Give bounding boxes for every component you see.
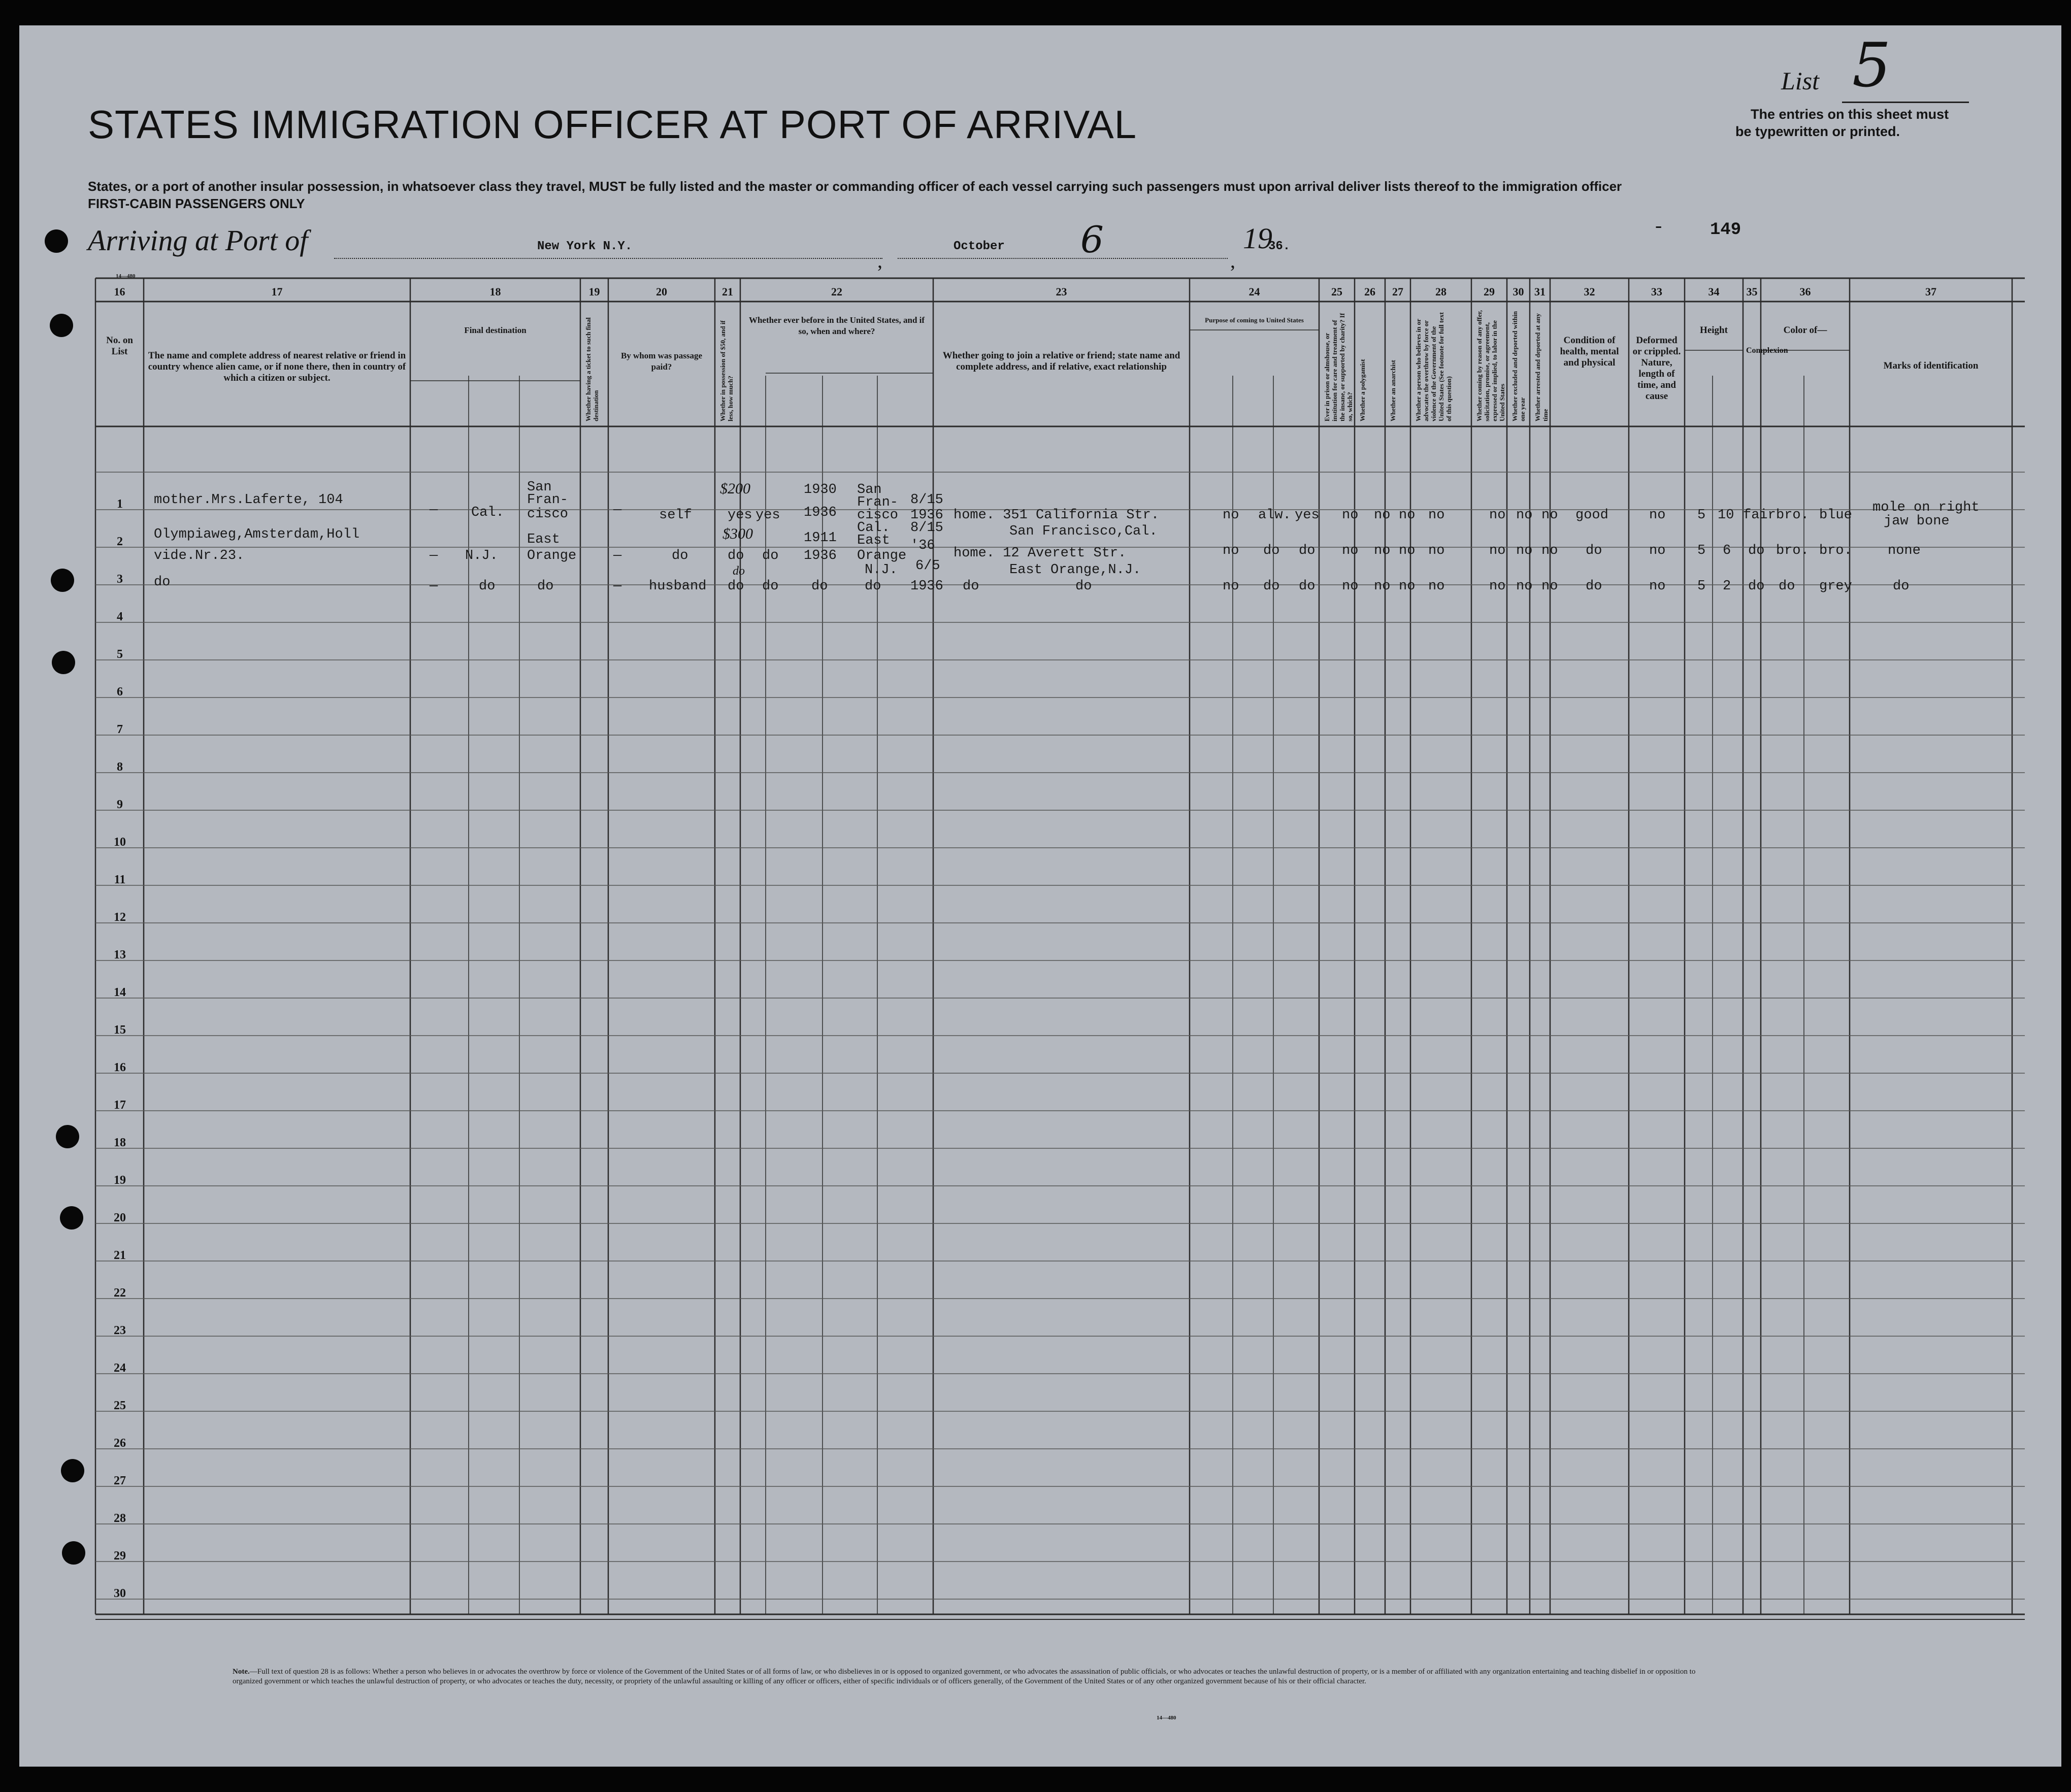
before-us-3: do bbox=[762, 579, 779, 594]
q31-2: no bbox=[1541, 543, 1558, 558]
deformed-3: no bbox=[1649, 579, 1666, 594]
row-number: 18 bbox=[114, 1136, 126, 1149]
q26-2: no bbox=[1374, 543, 1391, 558]
column-header: Marks of identification bbox=[1883, 360, 1979, 371]
row-number: 3 bbox=[117, 573, 123, 586]
marks-1b: jaw bone bbox=[1884, 514, 1950, 529]
column-header: Condition of health, mental and physical bbox=[1560, 335, 1619, 368]
hair-3: do bbox=[1779, 579, 1795, 594]
column-number: 20 bbox=[656, 285, 667, 298]
q27-1: no bbox=[1399, 508, 1416, 523]
binder-hole bbox=[61, 1459, 84, 1482]
row-number: 13 bbox=[114, 948, 126, 961]
column-number: 29 bbox=[1484, 285, 1495, 298]
port-value: New York N.Y. bbox=[537, 240, 633, 253]
city-1b: Fran- bbox=[527, 492, 569, 508]
column-number: 26 bbox=[1364, 285, 1375, 298]
row-number: 28 bbox=[114, 1512, 126, 1525]
marks-3: do bbox=[1893, 579, 1910, 594]
column-number: 24 bbox=[1248, 285, 1260, 298]
column-number: 18 bbox=[489, 285, 501, 298]
marks-1a: mole on right bbox=[1872, 500, 1980, 515]
column-number: 23 bbox=[1056, 285, 1067, 298]
footnote-text: —Full text of question 28 is as follows: Whether a person who believes in or advocates the overthrow by force or violence of the Government of the United States or of all forms of law, or who disbelieves in or is opposed to organized government, or who advocates the assassination of public officials, or who advocates or teaches the unlawful destruction of property, or is a member of or affiliated with any organization entertaining and teaching disbelief in or opposition to organized government or which teaches the unlawful destruction of property, or who advocates or teaches the duty, necessity, or propriety of the unlawful assaulting or killing of any officer or officers, either of specific individuals or of officers generally, of the Government of the United States or of any other organized government because of his or their official character. bbox=[233, 1668, 1696, 1685]
relative-address-line-3: vide.Nr.23. bbox=[154, 548, 245, 563]
ticket-3: — bbox=[613, 579, 622, 594]
departure-1b: 1936 bbox=[910, 508, 943, 523]
footnote-lead: Note. bbox=[233, 1668, 250, 1676]
binder-hole bbox=[62, 1541, 85, 1565]
row-number: 5 bbox=[117, 648, 123, 661]
year-suffix: 36. bbox=[1268, 240, 1291, 253]
complexion-1: fair bbox=[1743, 508, 1776, 523]
relative-address-line-2: Olympiaweg,Amsterdam,Holl bbox=[154, 527, 360, 542]
city-1c: cisco bbox=[527, 507, 569, 522]
row-number: 20 bbox=[114, 1211, 126, 1224]
column-header: Whether an anarchist bbox=[1389, 360, 1397, 421]
where-1c: cisco bbox=[857, 508, 899, 523]
page-number: 149 bbox=[1710, 220, 1741, 240]
ticket-1: — bbox=[613, 503, 622, 518]
money-2: $300 bbox=[722, 525, 753, 542]
row-number: 30 bbox=[114, 1587, 126, 1600]
inches-1: 10 bbox=[1718, 508, 1734, 523]
return-1: no bbox=[1223, 508, 1239, 523]
relative-address-row-3: do bbox=[154, 575, 171, 590]
q31-3: no bbox=[1541, 579, 1558, 594]
arriving-label: Arriving at Port of bbox=[88, 224, 308, 257]
city-3: do bbox=[537, 579, 554, 594]
eyes-3: grey bbox=[1819, 579, 1852, 594]
paid-by-2: do bbox=[672, 548, 688, 563]
page-title: STATES IMMIGRATION OFFICER AT PORT OF ARRIVAL bbox=[88, 102, 1137, 147]
column-number: 21 bbox=[722, 285, 733, 298]
list-number: 5 bbox=[1852, 30, 1891, 101]
column-header: Whether excluded and deported within one year bbox=[1511, 311, 1526, 421]
binder-hole bbox=[52, 651, 75, 674]
column-number: 22 bbox=[831, 285, 842, 298]
where-2b: Orange bbox=[857, 548, 907, 563]
years-2a: 1911 bbox=[804, 530, 837, 546]
column-header: Final destination bbox=[464, 325, 527, 335]
citizen-3: do bbox=[1299, 579, 1316, 594]
column-number: 17 bbox=[271, 285, 283, 298]
years-1a: 1930 bbox=[804, 482, 837, 497]
list-label: List bbox=[1781, 67, 1820, 95]
where-3: do bbox=[865, 579, 881, 594]
q28-1: no bbox=[1428, 508, 1445, 523]
row-number: 8 bbox=[117, 760, 123, 774]
binder-hole bbox=[56, 1125, 79, 1148]
q30-2: no bbox=[1516, 543, 1533, 558]
column-header: Ever in prison or almshouse, or institution for care and treatment of the insane, or supported by charity? If so, which? bbox=[1323, 313, 1354, 421]
column-header: Complexion bbox=[1746, 346, 1788, 355]
return-3: no bbox=[1223, 579, 1239, 594]
health-1: good bbox=[1575, 508, 1608, 523]
column-number: 33 bbox=[1651, 285, 1662, 298]
q30-1: no bbox=[1516, 508, 1533, 523]
city-2b: Orange bbox=[527, 548, 577, 563]
date-comma: , bbox=[1230, 249, 1235, 272]
join-2a: home. 12 Averett Str. bbox=[954, 546, 1127, 561]
row-number: 15 bbox=[114, 1023, 126, 1037]
health-3: do bbox=[1586, 579, 1602, 594]
binder-hole bbox=[60, 1206, 83, 1230]
tick-mark: - bbox=[1655, 214, 1662, 237]
citizen-1: yes bbox=[1295, 508, 1320, 523]
row-number: 12 bbox=[114, 911, 126, 924]
deformed-2: no bbox=[1649, 543, 1666, 558]
column-number: 34 bbox=[1708, 285, 1720, 298]
ticket-2: — bbox=[613, 548, 622, 563]
column-header: Height bbox=[1700, 325, 1728, 336]
hair-1: bro. bbox=[1776, 508, 1809, 523]
before-us-2: do bbox=[762, 548, 779, 563]
join-3a: do bbox=[963, 579, 979, 594]
port-comma: , bbox=[877, 249, 882, 272]
row-number: 1 bbox=[117, 497, 123, 511]
column-header: Color of— bbox=[1783, 325, 1827, 336]
q29-3: no bbox=[1489, 579, 1506, 594]
q31-1: no bbox=[1541, 508, 1558, 523]
row-number: 26 bbox=[114, 1437, 126, 1450]
q29-2: no bbox=[1489, 543, 1506, 558]
departure-3b: 1936 bbox=[910, 579, 943, 594]
column-number: 35 bbox=[1746, 285, 1758, 298]
complexion-3: do bbox=[1748, 579, 1765, 594]
column-number: 28 bbox=[1435, 285, 1447, 298]
foreign-country-3: — bbox=[430, 579, 438, 594]
hair-2: bro. bbox=[1776, 543, 1809, 558]
q25-3: no bbox=[1342, 579, 1359, 594]
feet-2: 5 bbox=[1697, 543, 1706, 558]
typewritten-note-2: be typewritten or printed. bbox=[1735, 124, 1900, 139]
join-2b: East Orange,N.J. bbox=[1009, 562, 1141, 578]
q26-3: no bbox=[1374, 579, 1391, 594]
typewritten-note-1: The entries on this sheet must bbox=[1751, 107, 1949, 122]
before-us-1: yes bbox=[755, 508, 780, 523]
citizen-2: do bbox=[1299, 543, 1316, 558]
q28-2: no bbox=[1428, 543, 1445, 558]
column-header: Whether arrested and deported at any time bbox=[1534, 313, 1549, 421]
column-header: By whom was passage paid? bbox=[620, 351, 703, 372]
q27-2: no bbox=[1399, 543, 1416, 558]
q27-3: no bbox=[1399, 579, 1416, 594]
column-number: 36 bbox=[1799, 285, 1811, 298]
where-1a: San bbox=[857, 482, 882, 497]
inches-2: 6 bbox=[1723, 543, 1731, 558]
row-number: 25 bbox=[114, 1399, 126, 1412]
column-header: Whether going to join a relative or friend; state name and complete address, and if relative, exact relationship bbox=[942, 350, 1180, 372]
q30-3: no bbox=[1516, 579, 1533, 594]
q25-1: no bbox=[1342, 508, 1359, 523]
join-1a: home. 351 California Str. bbox=[954, 508, 1160, 523]
q28-3: no bbox=[1428, 579, 1445, 594]
binder-hole bbox=[50, 314, 73, 337]
paid-by-3: husband bbox=[649, 579, 707, 594]
row-number: 2 bbox=[117, 535, 123, 548]
q29-1: no bbox=[1489, 508, 1506, 523]
where-1b: Fran- bbox=[857, 495, 899, 510]
q26-1: no bbox=[1374, 508, 1391, 523]
column-header: Deformed or crippled. Nature, length of time, and cause bbox=[1632, 335, 1681, 402]
return-2: no bbox=[1223, 543, 1239, 558]
row-number: 23 bbox=[114, 1324, 126, 1337]
row-number: 4 bbox=[117, 610, 123, 623]
years-3: do bbox=[811, 579, 828, 594]
row-number: 22 bbox=[114, 1286, 126, 1300]
state-2: N.J. bbox=[465, 548, 498, 563]
binder-hole bbox=[51, 569, 74, 592]
row-number: 21 bbox=[114, 1249, 126, 1262]
row-number: 19 bbox=[114, 1174, 126, 1187]
money-1: $200 bbox=[720, 480, 750, 497]
departure-2b: '36 bbox=[910, 538, 935, 553]
column-header: Whether coming by reason of any offer, solicitation, promise, or agreement, expressed or implied, to labor in the United States bbox=[1475, 310, 1506, 421]
inches-3: 2 bbox=[1723, 579, 1731, 594]
form-number-top: 14—480 bbox=[116, 273, 136, 279]
possession-3: do bbox=[728, 579, 744, 594]
row-number: 10 bbox=[114, 836, 126, 849]
column-header: Whether in possession of $50, and if less, how much? bbox=[719, 320, 734, 421]
where-1d: Cal. bbox=[857, 520, 890, 536]
column-header: Whether a person who believes in or advocates the overthrow by force or violence of the Government of the United States (See footnote for full text of this question) bbox=[1415, 312, 1453, 421]
length-1: alw. bbox=[1258, 508, 1291, 523]
departure-3a: 6/5 bbox=[915, 558, 940, 574]
q25-2: no bbox=[1342, 543, 1359, 558]
where-2c: N.J. bbox=[865, 562, 898, 578]
foreign-country-1: — bbox=[430, 503, 438, 518]
years-1b: 1936 bbox=[804, 505, 837, 520]
binder-hole bbox=[45, 229, 68, 253]
feet-1: 5 bbox=[1697, 508, 1706, 523]
column-number: 30 bbox=[1513, 285, 1524, 298]
row-number: 29 bbox=[114, 1549, 126, 1563]
column-number: 31 bbox=[1534, 285, 1546, 298]
column-header: The name and complete address of nearest relative or friend in country whence alien came, or if none there, then in country of which a citizen or subject. bbox=[148, 350, 406, 383]
column-number: 27 bbox=[1392, 285, 1403, 298]
eyes-1: blue bbox=[1819, 508, 1852, 523]
row-number: 7 bbox=[117, 723, 123, 736]
row-number: 24 bbox=[114, 1362, 126, 1375]
marks-2: none bbox=[1888, 543, 1921, 558]
eyes-2: bro. bbox=[1819, 543, 1852, 558]
column-header: Whether having a ticket to such final destination bbox=[584, 317, 600, 421]
row-number: 9 bbox=[117, 798, 123, 811]
column-header: Whether a polygamist bbox=[1359, 359, 1366, 421]
row-number: 6 bbox=[117, 685, 123, 699]
join-1b: San Francisco,Cal. bbox=[1009, 524, 1158, 539]
column-number: 16 bbox=[114, 285, 125, 298]
foreign-country-2: — bbox=[430, 548, 438, 563]
column-number: 37 bbox=[1925, 285, 1936, 298]
where-2a: East bbox=[857, 533, 890, 548]
state-1: Cal. bbox=[471, 505, 504, 520]
row-number: 27 bbox=[114, 1474, 126, 1487]
deformed-1: no bbox=[1649, 508, 1666, 523]
row-number: 14 bbox=[114, 986, 126, 999]
column-header: Purpose of coming to United States bbox=[1205, 316, 1304, 324]
row-number: 11 bbox=[114, 873, 126, 886]
manifest-sheet bbox=[19, 25, 2061, 1767]
money-3: do bbox=[733, 565, 745, 578]
possession-2: do bbox=[728, 548, 744, 563]
form-number-bottom: 14—480 bbox=[1157, 1715, 1176, 1721]
state-3: do bbox=[479, 579, 496, 594]
row-number: 16 bbox=[114, 1061, 126, 1074]
length-3: do bbox=[1263, 579, 1280, 594]
feet-3: 5 bbox=[1697, 579, 1706, 594]
city-2a: East bbox=[527, 532, 560, 547]
column-header: Whether ever before in the United States, and if so, when and where? bbox=[748, 315, 925, 336]
class-line: FIRST-CABIN PASSENGERS ONLY bbox=[88, 196, 305, 211]
row-number: 17 bbox=[114, 1099, 126, 1112]
length-2: do bbox=[1263, 543, 1280, 558]
header-subtitle: States, or a port of another insular possession, in whatsoever class they travel, MUST be fully listed and the master or commanding officer of each vessel carrying such passengers must upon arrival deliver lists thereof to the immigration officer bbox=[88, 179, 1622, 194]
complexion-2: do bbox=[1748, 543, 1765, 558]
column-number: 32 bbox=[1584, 285, 1595, 298]
health-2: do bbox=[1586, 543, 1602, 558]
departure-1a: 8/15 bbox=[910, 492, 943, 508]
join-3b: do bbox=[1075, 579, 1092, 594]
month-value: October bbox=[954, 240, 1005, 253]
paid-by-1: self bbox=[659, 508, 692, 523]
column-number: 25 bbox=[1331, 285, 1342, 298]
year-prefix: 19 bbox=[1243, 222, 1272, 255]
city-1a: San bbox=[527, 480, 552, 495]
departure-2a: 8/15 bbox=[910, 520, 943, 536]
day-value: 6 bbox=[1080, 218, 1104, 261]
column-number: 19 bbox=[588, 285, 600, 298]
column-header: No. on List bbox=[106, 335, 133, 357]
footnote bbox=[233, 1667, 1725, 1686]
relative-address-line-1: mother.Mrs.Laferte, 104 bbox=[154, 492, 343, 508]
years-2b: 1936 bbox=[804, 548, 837, 563]
possession-1: yes bbox=[728, 508, 752, 523]
